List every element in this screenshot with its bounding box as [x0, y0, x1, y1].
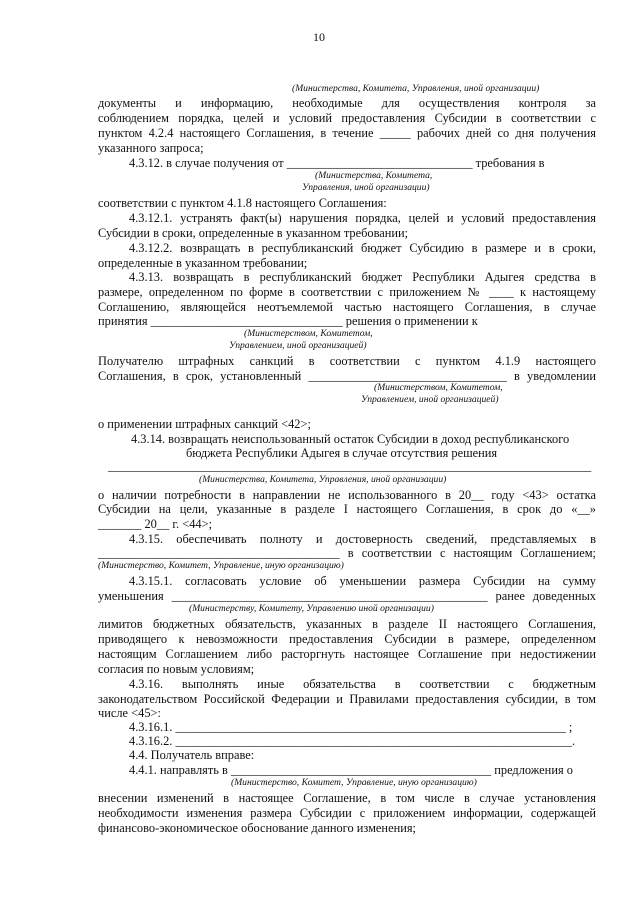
footnote-label: (Министерство, Комитет, Управление, иную организацию) — [98, 560, 344, 571]
footnote-label: (Министерства, Комитета, — [315, 170, 433, 181]
text-line: Соглашению, являющейся неотъемлемой частью настоящего Соглашения, в случае — [98, 300, 596, 314]
clause-4-3-13: 4.3.13. возвращать в республиканский бюджет Республики Адыгея средства в — [129, 270, 596, 284]
text-line: _______________________________________ в соответствии с настоящим Соглашением; — [98, 546, 596, 560]
blank-line: ______________________________________________________________________________ — [108, 459, 592, 473]
clause-4-3-12-2: 4.3.12.2. возвращать в республиканский бюджет Субсидию в размере и в сроки, — [129, 241, 596, 255]
clause-4-3-16: 4.3.16. выполнять иные обязательства в соответствии с бюджетным — [129, 677, 596, 691]
clause-4-3-12: 4.3.12. в случае получения от ______________________________ требования в — [129, 156, 545, 170]
text-line: соответствии с пунктом 4.1.8 настоящего Соглашения: — [98, 196, 387, 210]
footnote-label: Управлением, иной организацией) — [229, 340, 367, 351]
text-line: соблюдением порядка, целей и условий предоставления Субсидии в соответствии с — [98, 111, 596, 125]
text-line: принятия _______________________________ решения о применении к — [98, 314, 478, 328]
text-line: бюджета Республики Адыгея в случае отсутствия решения — [186, 446, 498, 460]
footnote-label: Управлением, иной организацией) — [361, 394, 499, 405]
text-line: Субсидии на цели, указанные в разделе I настоящего Соглашения, в срок до «__» — [98, 502, 596, 516]
text-line: уменьшения ___________________________________________________ ранее доведенных — [98, 589, 596, 603]
text-line: _______ 20__ г. <44>; — [98, 517, 213, 531]
footnote-label: (Министерства, Комитета, Управления, иной организации) — [292, 83, 540, 94]
clause-4-3-15: 4.3.15. обеспечивать полноту и достоверность сведений, представляемых в — [129, 532, 596, 546]
text-line: внесении изменений в настоящее Соглашение, в том числе в случае установления — [98, 791, 596, 805]
text-line: согласия по новым условиям; — [98, 662, 255, 676]
footnote-label: (Министерства, Комитета, Управления, иной организации) — [199, 474, 447, 485]
clause-4-3-15-1: 4.3.15.1. согласовать условие об уменьшении размера Субсидии на сумму — [129, 574, 596, 588]
footnote-label: (Министерством, Комитетом, — [244, 328, 373, 339]
text-line: Получателю штрафных санкций в соответствии с пунктом 4.1.9 настоящего — [98, 354, 596, 368]
text-line: о применении штрафных санкций <42>; — [98, 417, 311, 431]
text-line: настоящим Соглашением либо расторгнуть настоящее Соглашение при недостижении — [98, 647, 596, 661]
text-line: документы и информацию, необходимые для осуществления контроля за — [98, 96, 596, 110]
text-line: определенные в указанном требовании; — [98, 256, 308, 270]
clause-4-3-14: 4.3.14. возвращать неиспользованный остаток Субсидии в доход республиканского — [131, 432, 570, 446]
section-4-4-heading: 4.4. Получатель вправе: — [129, 748, 255, 762]
clause-4-3-12-1: 4.3.12.1. устранять факт(ы) нарушения порядка, целей и условий предоставления — [129, 211, 596, 225]
clause-4-3-16-2: 4.3.16.2. ________________________________________________________________. — [129, 734, 576, 748]
text-line: пунктом 4.2.4 настоящего Соглашения, в течение _____ рабочих дней со дня получения — [98, 126, 596, 140]
text-line: финансово-экономическое обоснование данного изменения; — [98, 821, 416, 835]
text-line: Субсидии в сроки, определенные в указанном требовании; — [98, 226, 409, 240]
footnote-label: (Министерству, Комитету, Управлению иной организации) — [189, 603, 434, 614]
text-line: о наличии потребности в направлении не использованного в 20__ году <43> остатка — [98, 488, 596, 502]
footnote-label: (Министерство, Комитет, Управление, иную организацию) — [231, 777, 477, 788]
text-line: приводящего к невозможности предоставления Субсидии в размере, определенном — [98, 632, 596, 646]
text-line: лимитов бюджетных обязательств, указанных в разделе II настоящего Соглашения, — [98, 617, 596, 631]
page-number: 10 — [313, 30, 325, 44]
text-line: законодательством Российской Федерации и Правилами предоставления субсидии, в том — [98, 692, 596, 706]
text-line: необходимости изменения размера Субсидии с приложением информации, содержащей — [98, 806, 596, 820]
footnote-label: Управления, иной организации) — [302, 182, 430, 193]
footnote-label: (Министерством, Комитетом, — [374, 382, 503, 393]
text-line: указанного запроса; — [98, 141, 204, 155]
clause-4-3-16-1: 4.3.16.1. _______________________________________________________________ ; — [129, 720, 573, 734]
text-line: Соглашения, в срок, установленный ________________________________ в уведомлении — [98, 369, 596, 383]
text-line: числе <45>: — [98, 706, 161, 720]
text-line: размере, определенном по форме в соответствии с приложением № ____ к настоящему — [98, 285, 596, 299]
clause-4-4-1: 4.4.1. направлять в __________________________________________ предложения о — [129, 763, 573, 777]
